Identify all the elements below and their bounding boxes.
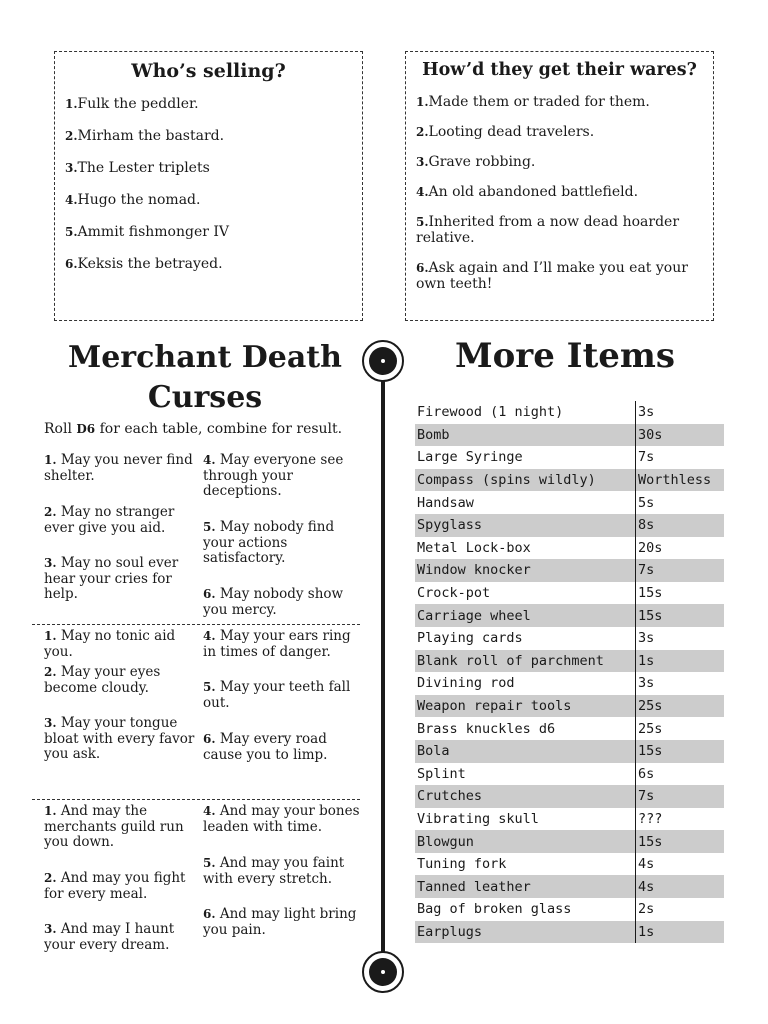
roll-suffix: for each table, combine for result. [95, 421, 343, 437]
sellers-box [54, 51, 363, 321]
entry-number: 2. [44, 505, 57, 519]
entry-number: 5. [203, 856, 216, 870]
item-row [415, 830, 724, 853]
item-row [415, 627, 724, 650]
item-name: Handsaw [417, 494, 474, 511]
item-price: 3s [636, 401, 725, 424]
entry-text: May everyone see through your deceptions. [203, 452, 344, 499]
item-name: Bag of broken glass [417, 901, 572, 918]
seller-entry [65, 192, 352, 208]
item-row [415, 921, 724, 944]
curse-entry [44, 453, 199, 484]
item-row [415, 875, 724, 898]
curse-entry [203, 907, 358, 938]
wares-entry [416, 184, 703, 200]
curses-title-line1: Merchant Death [68, 340, 342, 375]
item-row [415, 808, 724, 831]
item-row [415, 898, 724, 921]
item-name: Crutches [415, 785, 636, 808]
item-name: Playing cards [417, 630, 523, 647]
seller-entry [65, 160, 352, 176]
entry-number: 1. [416, 95, 429, 109]
curse-entry [203, 804, 363, 835]
wares-box [405, 51, 714, 321]
wares-title: How’d they get their wares? [422, 60, 697, 80]
item-row [415, 785, 724, 808]
item-name: Divining rod [417, 675, 515, 692]
item-name: Vibrating skull [417, 810, 539, 827]
entry-text: May no tonic aid you. [44, 628, 176, 660]
item-price: 4s [636, 875, 725, 898]
seller-entry [65, 256, 352, 272]
item-row [415, 559, 724, 582]
entry-text: Hugo the nomad. [77, 192, 201, 208]
item-price: 30s [636, 424, 725, 447]
curse-entry [203, 520, 348, 567]
entry-number: 5. [416, 215, 429, 229]
item-name: Tuning fork [417, 856, 507, 873]
bottom-medallion-icon [362, 951, 404, 993]
entry-text: May nobody show you mercy. [203, 586, 344, 618]
seller-entry [65, 224, 352, 240]
item-price: 6s [636, 763, 725, 786]
item-price: ??? [636, 808, 725, 831]
item-price: 15s [636, 582, 725, 605]
item-row [415, 582, 724, 605]
item-row [415, 469, 724, 492]
item-name: Earplugs [415, 921, 636, 944]
entry-number: 4. [203, 629, 216, 643]
entry-number: 3. [416, 155, 429, 169]
seller-entry [65, 128, 352, 144]
curse-entry [44, 556, 206, 603]
sellers-title: Who’s selling? [131, 60, 286, 82]
roll-instruction [44, 421, 342, 437]
entry-text: Looting dead travelers. [428, 124, 595, 140]
curse-entry [44, 665, 174, 696]
item-name: Metal Lock-box [417, 539, 531, 556]
item-name: Blowgun [415, 830, 636, 853]
entry-text: May your eyes become cloudy. [44, 664, 161, 696]
curse-entry [44, 922, 184, 953]
entry-text: And may you fight for every meal. [44, 870, 186, 902]
item-price: 15s [636, 604, 725, 627]
item-price: 3s [636, 627, 725, 650]
entry-text: An old abandoned battlefield. [428, 184, 639, 200]
entry-text: May you never find shelter. [44, 452, 193, 484]
entry-number: 3. [44, 556, 57, 570]
wares-entry [416, 154, 703, 170]
entry-text: May your ears ring in times of danger. [203, 628, 351, 660]
item-name: Splint [417, 765, 466, 782]
entry-number: 1. [44, 629, 57, 643]
item-name: Brass knuckles d6 [417, 720, 556, 737]
item-name: Blank roll of parchment [415, 650, 636, 673]
entry-number: 6. [203, 732, 216, 746]
entry-text: Grave robbing. [428, 154, 536, 170]
entry-text: And may light bring you pain. [203, 906, 357, 938]
entry-number: 1. [44, 804, 57, 818]
entry-number: 1. [44, 453, 57, 467]
entry-text: May nobody find your actions satisfactory. [203, 519, 335, 566]
entry-number: 4. [203, 453, 216, 467]
entry-number: 1. [65, 97, 78, 111]
curses-title [60, 338, 350, 418]
wares-entry [416, 94, 703, 110]
item-row [415, 537, 724, 560]
item-price: 20s [636, 537, 725, 560]
curse-entry [203, 453, 353, 500]
item-name: Compass (spins wildly) [415, 469, 636, 492]
entry-text: Keksis the betrayed. [77, 256, 223, 272]
item-name: Firewood (1 night) [417, 404, 564, 421]
item-price: 7s [636, 446, 725, 469]
item-name: Carriage wheel [415, 604, 636, 627]
entry-number: 6. [65, 257, 78, 271]
entry-number: 4. [416, 185, 429, 199]
curse-entry [44, 629, 206, 660]
entry-text: Ask again and I’ll make you eat your own teeth! [416, 260, 688, 292]
item-row [415, 740, 724, 763]
item-price: 25s [636, 695, 725, 718]
curse-entry [44, 871, 194, 902]
item-name: Weapon repair tools [415, 695, 636, 718]
seller-entry [65, 96, 352, 112]
entry-text: And may I haunt your every dream. [44, 921, 175, 953]
entry-text: Mirham the bastard. [77, 128, 225, 144]
item-name: Spyglass [415, 514, 636, 537]
entry-number: 2. [44, 665, 57, 679]
entry-text: Fulk the peddler. [77, 96, 199, 112]
item-row [415, 446, 724, 469]
entry-text: May no soul ever hear your cries for help. [44, 555, 179, 602]
item-row [415, 514, 724, 537]
curse-entry [44, 505, 206, 536]
item-row [415, 853, 724, 876]
item-name: Window knocker [415, 559, 636, 582]
entry-text: May your tongue bloat with every favor you ask. [44, 715, 195, 762]
entry-text: Inherited from a now dead hoarder relative. [416, 214, 680, 246]
entry-number: 6. [203, 907, 216, 921]
curse-entry [44, 804, 194, 851]
curse-entry [203, 732, 363, 763]
item-name: Tanned leather [415, 875, 636, 898]
item-price: 7s [636, 785, 725, 808]
wares-entry [416, 124, 703, 140]
curse-entry [203, 856, 353, 887]
entry-text: And may your bones leaden with time. [203, 803, 360, 835]
item-row [415, 424, 724, 447]
roll-die: D6 [76, 422, 96, 436]
more-items-title: More Items [454, 336, 676, 376]
entry-number: 3. [65, 161, 78, 175]
entry-text: The Lester triplets [77, 160, 210, 176]
entry-text: And may you faint with every stretch. [203, 855, 345, 887]
item-row [415, 763, 724, 786]
item-price: 5s [636, 491, 725, 514]
item-price: 15s [636, 740, 725, 763]
item-name: Bola [415, 740, 636, 763]
curse-entry [203, 680, 353, 711]
entry-number: 5. [65, 225, 78, 239]
item-name: Crock-pot [417, 585, 491, 602]
item-price: 1s [636, 921, 725, 944]
curses-title-line2: Curses [147, 380, 263, 415]
wares-entry [416, 214, 703, 246]
item-row [415, 401, 724, 424]
item-row [415, 650, 724, 673]
entry-number: 2. [65, 129, 78, 143]
item-name: Bomb [415, 424, 636, 447]
entry-number: 6. [203, 587, 216, 601]
item-price: 2s [636, 898, 725, 921]
entry-text: May your teeth fall out. [203, 679, 351, 711]
entry-number: 5. [203, 520, 216, 534]
curse-entry [203, 587, 353, 618]
center-divider-line [381, 360, 385, 972]
entry-text: May every road cause you to limp. [203, 731, 328, 763]
entry-number: 5. [203, 680, 216, 694]
entry-number: 2. [44, 871, 57, 885]
item-price: 15s [636, 830, 725, 853]
entry-number: 3. [44, 716, 57, 730]
entry-number: 2. [416, 125, 429, 139]
roll-prefix: Roll [44, 421, 77, 437]
item-row [415, 491, 724, 514]
item-price: 25s [636, 717, 725, 740]
table-divider [32, 799, 360, 800]
item-price: 8s [636, 514, 725, 537]
item-price: Worthless [636, 469, 725, 492]
entry-text: And may the merchants guild run you down. [44, 803, 184, 850]
entry-text: Ammit fishmonger IV [77, 224, 230, 240]
curse-entry [203, 629, 363, 660]
item-row [415, 672, 724, 695]
item-row [415, 604, 724, 627]
curse-entry [44, 716, 202, 763]
items-table [415, 401, 724, 943]
top-medallion-icon [362, 340, 404, 382]
wares-entry [416, 260, 703, 292]
entry-number: 4. [65, 193, 78, 207]
item-name: Large Syringe [417, 449, 523, 466]
entry-number: 4. [203, 804, 216, 818]
item-price: 3s [636, 672, 725, 695]
entry-number: 6. [416, 261, 429, 275]
item-price: 4s [636, 853, 725, 876]
item-price: 7s [636, 559, 725, 582]
item-price: 1s [636, 650, 725, 673]
item-row [415, 695, 724, 718]
item-row [415, 717, 724, 740]
entry-text: Made them or traded for them. [428, 94, 650, 110]
entry-number: 3. [44, 922, 57, 936]
entry-text: May no stranger ever give you aid. [44, 504, 175, 536]
table-divider [32, 624, 360, 625]
